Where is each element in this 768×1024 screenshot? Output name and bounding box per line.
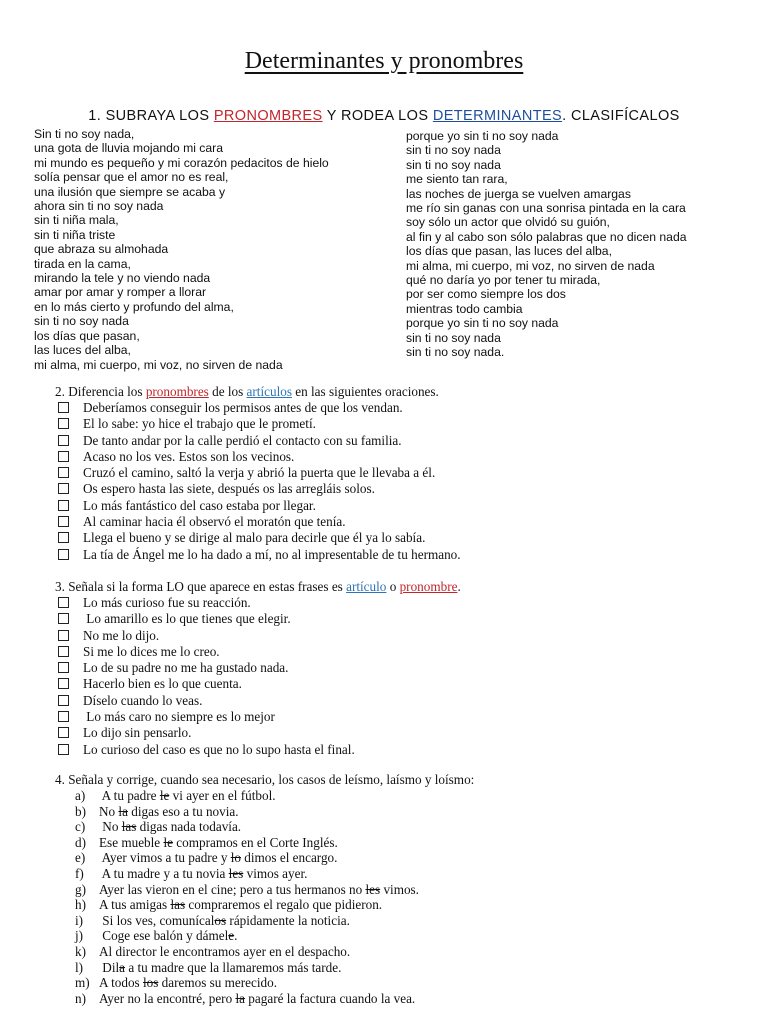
item-text-pre: Ese mueble	[99, 834, 164, 850]
list-item	[55, 991, 474, 1007]
exercise-1-keyword-determinantes: DETERMINANTES	[432, 108, 563, 124]
item-text-struck: a	[119, 959, 126, 975]
list-item	[55, 465, 461, 481]
list-item-text: Lo más caro no siempre es lo mejor	[83, 709, 275, 725]
item-text-pre: Al director le encontramos ayer en el despacho.	[99, 943, 351, 959]
list-item	[55, 866, 474, 882]
list-item-text: La tía de Ángel me lo ha dado a mí, no al impresentable de tu hermano.	[83, 546, 461, 562]
exercise-2-suffix: en las siguientes oraciones.	[291, 384, 439, 399]
list-item	[55, 742, 461, 758]
exercise-3-keyword-articulo: artículo	[346, 579, 387, 594]
list-item-text: Lo más curioso fue su reacción.	[83, 595, 251, 610]
checkbox-square-icon	[58, 516, 69, 527]
checkbox-square-icon	[58, 744, 69, 755]
exercise-2-prefix: 2. Diferencia los	[55, 384, 146, 399]
item-text-post: a tu madre que la llamaremos más tarde.	[125, 959, 342, 975]
list-item	[55, 928, 474, 944]
poem-line: sin ti no soy nada	[406, 143, 501, 158]
list-item-text: Acaso no los ves. Estos son los vecinos.	[83, 448, 295, 464]
item-letter: i)	[75, 912, 84, 928]
poem-line: mi alma, mi cuerpo, mi voz, no sirven de nada	[34, 357, 283, 372]
checkbox-square-icon	[58, 467, 69, 478]
item-text-struck: lo	[230, 850, 241, 866]
list-item	[55, 481, 461, 497]
list-item	[55, 804, 474, 820]
list-item-text: Lo más fantástico del caso estaba por llegar.	[83, 497, 316, 513]
item-text-pre: No	[99, 803, 119, 819]
item-text-pre: A todos	[99, 975, 143, 991]
checkbox-square-icon	[58, 613, 69, 624]
poem-line: me río sin ganas con una sonrisa pintada en la cara	[406, 201, 686, 216]
item-text-struck: os	[214, 912, 227, 928]
poem-line: solía pensar que el amor no es real,	[34, 170, 229, 185]
item-text-struck: las	[121, 819, 137, 835]
poem-line: mi alma, mi cuerpo, mi voz, no sirven de nada	[406, 258, 655, 273]
list-item	[55, 400, 461, 416]
list-item-text: Lo amarillo es lo que tienes que elegir.	[83, 611, 291, 627]
item-text-pre: No	[99, 819, 122, 835]
checkbox-square-icon	[58, 500, 69, 511]
list-item-text: Llega el bueno y se dirige al malo para decirle que él ya lo sabía.	[83, 530, 426, 546]
exercise-2-middle: de los	[208, 384, 247, 399]
exercise-1-prefix: 1. SUBRAYA LOS	[88, 108, 214, 124]
list-item	[55, 944, 474, 960]
poem-line: mirando la tele y no viendo nada	[34, 271, 211, 286]
poem-line: una gota de lluvia mojando mi cara	[34, 141, 224, 156]
item-text-pre: Ayer no la encontré, pero	[99, 990, 236, 1006]
item-letter: f)	[75, 865, 84, 881]
item-text-post: vimos ayer.	[243, 865, 308, 881]
item-text-pre: Ayer vimos a tu padre y	[99, 850, 231, 866]
list-item-text: Lo curioso del caso es que no lo supo hasta el final.	[83, 741, 355, 757]
item-text-struck: e	[228, 928, 235, 944]
item-letter: d)	[75, 834, 86, 850]
list-item	[55, 882, 474, 898]
item-text-struck: los	[142, 975, 159, 991]
item-text-struck: les	[365, 881, 381, 897]
list-item-text: Cruzó el camino, saltó la verja y abrió la puerta que le llevaba a él.	[83, 465, 436, 481]
list-item	[55, 960, 474, 976]
item-text-post: daremos su merecido.	[158, 975, 278, 991]
poem-line: soy sólo un actor que olvidó su guión,	[406, 215, 610, 230]
item-text-post: pagaré la factura cuando la vea.	[245, 990, 416, 1006]
poem-line: sin ti niña mala,	[34, 213, 119, 228]
exercise-2-keyword-articulos: artículos	[246, 384, 292, 399]
list-item	[55, 913, 474, 929]
poem-left-column	[34, 127, 384, 372]
list-item	[55, 514, 461, 530]
item-text-post: vi ayer en el fútbol.	[169, 788, 276, 803]
item-letter: b)	[75, 803, 86, 819]
poem-line: mientras todo cambia	[406, 301, 523, 316]
item-text-struck: le	[159, 788, 170, 803]
poem-line: sin ti no soy nada.	[406, 345, 505, 360]
list-item	[55, 547, 461, 563]
list-item-text: Hacerlo bien es lo que cuenta.	[83, 676, 242, 692]
exercise-2	[55, 384, 461, 563]
poem-line: porque yo sin ti no soy nada	[406, 129, 559, 143]
item-text-struck: le	[163, 834, 173, 850]
item-letter: c)	[75, 819, 86, 835]
poem-line: tirada en la cama,	[34, 256, 131, 271]
poem-line: sin ti niña triste	[34, 227, 116, 242]
item-text-pre: Coge ese balón y dámel	[99, 928, 229, 944]
checkbox-square-icon	[58, 662, 69, 673]
item-text-pre: Dil	[99, 959, 120, 975]
list-item-text: Lo de su padre no me ha gustado nada.	[83, 660, 289, 676]
page-title: Determinantes y pronombres	[244, 48, 524, 74]
list-item-text: Al caminar hacia él observó el moratón que tenía.	[83, 514, 346, 530]
list-item	[55, 693, 461, 709]
exercise-3-keyword-pronombre: pronombre	[399, 579, 458, 594]
poem-line: me siento tan rara,	[406, 172, 508, 187]
poem-line: los días que pasan, las luces del alba,	[406, 244, 612, 259]
list-item	[55, 676, 461, 692]
list-item	[55, 975, 474, 991]
list-item	[55, 644, 461, 660]
poem-line: sin ti no soy nada	[406, 330, 501, 345]
item-text-post: digas eso a tu novia.	[127, 803, 239, 819]
exercise-3-suffix: .	[457, 579, 461, 594]
exercise-4-title: 4. Señala y corrige, cuando sea necesario, los casos de leísmo, laísmo y loísmo:	[55, 772, 475, 787]
poem-line: los días que pasan,	[34, 328, 140, 343]
list-item-text: Díselo cuando lo veas.	[83, 692, 203, 708]
checkbox-square-icon	[58, 630, 69, 641]
exercise-2-title	[55, 384, 461, 400]
exercise-2-keyword-pronombres: pronombres	[145, 384, 209, 399]
poem-line: en lo más cierto y profundo del alma,	[34, 299, 234, 314]
exercise-1-suffix: . CLASIFÍCALOS	[562, 108, 680, 124]
checkbox-square-icon	[58, 402, 69, 413]
item-letter: n)	[75, 990, 86, 1006]
exercise-3-list	[55, 595, 461, 758]
poem-line: porque yo sin ti no soy nada	[406, 316, 559, 331]
list-item-text: Os espero hasta las siete, después os las arregláis solos.	[83, 481, 375, 497]
list-item-text: De tanto andar por la calle perdió el contacto con su familia.	[83, 432, 402, 448]
list-item	[55, 449, 461, 465]
poem-line: que abraza su almohada	[34, 242, 169, 257]
item-letter: e)	[75, 850, 86, 866]
list-item	[55, 611, 461, 627]
list-item	[55, 709, 461, 725]
checkbox-square-icon	[58, 597, 69, 608]
item-letter: m)	[75, 975, 90, 991]
item-text-post: .	[234, 928, 238, 944]
poem-line: mi mundo es pequeño y mi corazón pedacitos de hielo	[34, 155, 329, 170]
exercise-1-keyword-pronombres: PRONOMBRES	[213, 108, 323, 124]
list-item-text: No me lo dijo.	[83, 627, 160, 643]
exercise-1-heading	[0, 108, 768, 124]
item-text-post: digas nada todavía.	[136, 819, 242, 835]
poem-line: las noches de juerga se vuelven amargas	[406, 186, 631, 201]
list-item	[55, 595, 461, 611]
item-letter: h)	[75, 897, 86, 913]
checkbox-square-icon	[58, 451, 69, 462]
checkbox-square-icon	[58, 727, 69, 738]
list-item	[55, 498, 461, 514]
list-item	[55, 416, 461, 432]
poem-line: sin ti no soy nada	[406, 157, 501, 172]
list-item	[55, 628, 461, 644]
poem-line: qué no daría yo por tener tu mirada,	[406, 273, 601, 288]
list-item	[55, 835, 474, 851]
item-text-pre: A tu padre	[99, 788, 160, 803]
exercise-4	[55, 772, 474, 1006]
poem-line: ahora sin ti no soy nada	[34, 199, 164, 214]
checkbox-square-icon	[58, 549, 69, 560]
item-letter: a)	[75, 788, 86, 803]
checkbox-square-icon	[58, 711, 69, 722]
list-item	[55, 788, 474, 804]
poem-line: sin ti no soy nada	[34, 314, 129, 329]
exercise-2-list	[55, 400, 461, 563]
item-letter: j)	[75, 928, 84, 944]
item-letter: g)	[75, 881, 86, 897]
item-text-pre: Si los ves, comunícal	[99, 912, 215, 928]
poem-line: amar por amar y romper a llorar	[34, 285, 207, 300]
list-item	[55, 897, 474, 913]
poem-line: las luces del alba,	[34, 343, 131, 358]
checkbox-square-icon	[58, 695, 69, 706]
checkbox-square-icon	[58, 678, 69, 689]
list-item-text: Deberíamos conseguir los permisos antes de que los vendan.	[83, 400, 403, 415]
list-item-text: Lo dijo sin pensarlo.	[83, 725, 192, 741]
list-item	[55, 660, 461, 676]
exercise-3-prefix: 3. Señala si la forma LO que aparece en estas frases es	[55, 579, 347, 594]
exercise-1-middle: Y RODEA LOS	[322, 108, 433, 124]
list-item	[55, 530, 461, 546]
item-text-post: dimos el encargo.	[241, 850, 338, 866]
item-text-struck: les	[228, 865, 244, 881]
item-text-post: compramos en el Corte Inglés.	[172, 834, 338, 850]
item-text-pre: Ayer las vieron en el cine; pero a tus hermanos no	[99, 881, 366, 897]
item-text-struck: la	[235, 990, 245, 1006]
list-item	[55, 850, 474, 866]
checkbox-square-icon	[58, 646, 69, 657]
checkbox-square-icon	[58, 435, 69, 446]
exercise-3-title	[55, 579, 461, 595]
list-item-text: Si me lo dices me lo creo.	[83, 643, 220, 659]
list-item-text: El lo sabe: yo hice el trabajo que le prometí.	[83, 416, 316, 432]
exercise-3-middle: o	[386, 579, 400, 594]
item-letter: l)	[75, 959, 84, 975]
item-text-post: compraremos el regalo que pidieron.	[185, 897, 383, 913]
list-item	[55, 819, 474, 835]
poem-line: al fin y al cabo son sólo palabras que no dicen nada	[406, 229, 687, 244]
item-text-post: rápidamente la noticia.	[226, 912, 350, 928]
exercise-3	[55, 579, 461, 758]
list-item	[55, 433, 461, 449]
item-letter: k)	[75, 943, 86, 959]
poem-line: una ilusión que siempre se acaba y	[34, 184, 226, 199]
exercise-4-list	[55, 788, 474, 1006]
item-text-pre: A tus amigas	[99, 897, 171, 913]
checkbox-square-icon	[58, 532, 69, 543]
list-item	[55, 725, 461, 741]
item-text-pre: A tu madre y a tu novia	[99, 865, 229, 881]
item-text-struck: la	[118, 803, 128, 819]
checkbox-square-icon	[58, 483, 69, 494]
item-text-post: vimos.	[380, 881, 419, 897]
poem-right-column	[406, 129, 736, 360]
poem-line: Sin ti no soy nada,	[34, 127, 135, 141]
item-text-struck: las	[170, 897, 186, 913]
poem-line: por ser como siempre los dos	[406, 287, 566, 302]
checkbox-square-icon	[58, 418, 69, 429]
